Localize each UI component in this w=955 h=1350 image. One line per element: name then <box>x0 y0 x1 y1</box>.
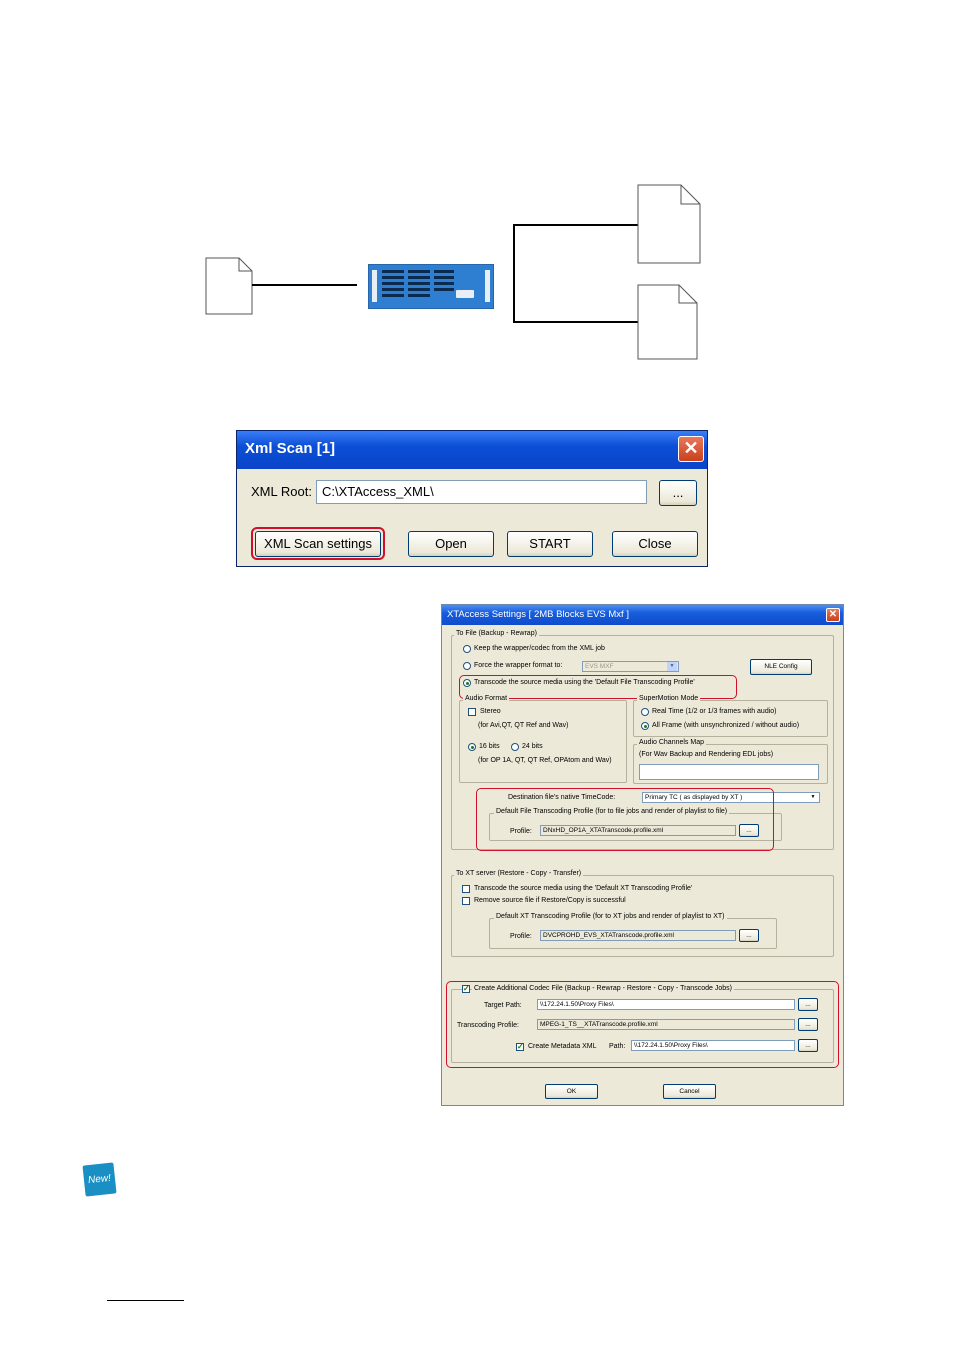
cancel-button[interactable]: Cancel <box>663 1084 716 1099</box>
transcoding-profile-browse-button[interactable]: ... <box>798 1018 818 1031</box>
connector-line <box>252 284 357 286</box>
additional-codec-label: Create Additional Codec File (Backup - Rewrap - Restore - Copy - Transcode Jobs) <box>474 985 732 992</box>
metadata-path-input[interactable]: \\172.24.1.50\Proxy Files\ <box>631 1040 795 1051</box>
bits24-label: 24 bits <box>522 743 543 750</box>
nle-config-button[interactable]: NLE Config <box>750 659 812 675</box>
metadata-xml-label: Create Metadata XML <box>528 1043 597 1050</box>
close-button[interactable]: Close <box>612 531 698 557</box>
chevron-down-icon: ▼ <box>808 793 818 802</box>
transcode-file-label: Transcode the source media using the 'Default File Transcoding Profile' <box>474 679 695 686</box>
bits16-radio[interactable] <box>468 743 476 751</box>
metadata-path-label: Path: <box>609 1043 626 1050</box>
bits16-label: 16 bits <box>479 743 500 750</box>
profile-label: Profile: <box>510 828 532 835</box>
transcoding-profile-label: Transcoding Profile: <box>457 1022 519 1029</box>
xtaccess-settings-window <box>441 604 844 1106</box>
wrapper-format-value: EVS MXF <box>585 663 614 670</box>
default-file-profile-label: Default File Transcoding Profile (for to file jobs and render of playlist to file) <box>496 808 728 815</box>
audio-map-input[interactable] <box>639 764 819 780</box>
proxy-file-icon <box>637 284 698 360</box>
highlight-box <box>251 527 385 560</box>
supermotion-group <box>633 700 828 737</box>
transcode-xt-checkbox[interactable] <box>462 885 470 893</box>
bracket-top <box>513 224 638 226</box>
file-profile-browse-button[interactable]: ... <box>739 824 759 837</box>
all-frame-radio[interactable] <box>641 722 649 730</box>
xml-root-input[interactable]: C:\XTAccess_XML\ <box>316 480 647 504</box>
close-icon[interactable]: ✕ <box>678 436 704 462</box>
wrapper-format-select[interactable] <box>582 661 679 672</box>
force-wrapper-label: Force the wrapper format to: <box>474 662 563 669</box>
xml-scan-window <box>236 430 708 567</box>
to-file-group-label: To File (Backup - Rewrap) <box>456 630 537 637</box>
xml-root-label: XML Root: <box>251 484 312 499</box>
transcode-xt-label: Transcode the source media using the 'Default XT Transcoding Profile' <box>474 885 693 892</box>
audio-format-label: Audio Format <box>465 695 508 702</box>
new-badge-icon: New! <box>82 1162 116 1196</box>
window-title: XTAccess Settings [ 2MB Blocks EVS Mxf ] <box>447 609 629 620</box>
stereo-label: Stereo <box>480 708 501 715</box>
timecode-value: Primary TC ( as displayed by XT ) <box>645 794 743 801</box>
stereo-note: (for Avi,QT, QT Ref and Wav) <box>478 722 569 729</box>
remove-source-checkbox[interactable] <box>462 897 470 905</box>
additional-codec-checkbox[interactable]: ✓ <box>463 984 470 993</box>
source-file-icon <box>205 257 253 315</box>
open-button[interactable]: Open <box>408 531 494 557</box>
real-time-radio[interactable] <box>641 708 649 716</box>
output-file-icon <box>637 184 701 264</box>
file-profile-input[interactable]: DNxHD_OP1A_XTATranscode.profile.xml <box>540 825 736 836</box>
metadata-xml-checkbox[interactable]: ✓ <box>517 1042 524 1051</box>
bracket-vertical <box>513 224 515 323</box>
bits24-radio[interactable] <box>511 743 519 751</box>
ok-button[interactable]: OK <box>545 1084 598 1099</box>
bits-note: (for OP 1A, QT, QT Ref, OPAtom and Wav) <box>478 757 612 764</box>
chevron-down-icon: ▼ <box>667 662 677 671</box>
xt-profile-label: Profile: <box>510 933 532 940</box>
metadata-path-browse-button[interactable]: ... <box>798 1039 818 1052</box>
xt-server-device <box>368 264 494 314</box>
transcoding-profile-input[interactable]: MPEG-1_TS__XTATranscode.profile.xml <box>537 1019 795 1030</box>
stereo-checkbox[interactable] <box>468 708 476 716</box>
supermotion-label: SuperMotion Mode <box>639 695 699 702</box>
xml-scan-settings-button[interactable]: XML Scan settings <box>255 531 381 557</box>
remove-source-label: Remove source file if Restore/Copy is successful <box>474 897 626 904</box>
to-xt-group-label: To XT server (Restore - Copy - Transfer) <box>456 870 582 877</box>
footer-rule <box>107 1300 184 1301</box>
target-path-label: Target Path: <box>484 1002 522 1009</box>
target-path-browse-button[interactable]: ... <box>798 998 818 1011</box>
all-frame-label: All Frame (with unsynchronized / without audio) <box>652 722 800 729</box>
highlight-box <box>446 981 839 1068</box>
audio-map-label: Audio Channels Map <box>639 739 704 746</box>
keep-wrapper-radio[interactable] <box>463 645 471 653</box>
timecode-label: Destination file's native TimeCode: <box>508 794 616 801</box>
default-xt-profile-label: Default XT Transcoding Profile (for to XT jobs and render of playlist to XT) <box>496 913 725 920</box>
force-wrapper-radio[interactable] <box>463 662 471 670</box>
keep-wrapper-label: Keep the wrapper/codec from the XML job <box>474 645 605 652</box>
real-time-label: Real Time (1/2 or 1/3 frames with audio) <box>652 708 777 715</box>
bracket-bottom <box>513 321 638 323</box>
start-button[interactable]: START <box>507 531 593 557</box>
browse-button[interactable]: ... <box>659 480 697 506</box>
target-path-input[interactable]: \\172.24.1.50\Proxy Files\ <box>537 999 795 1010</box>
highlight-box <box>476 788 774 851</box>
audio-map-note: (For Wav Backup and Rendering EDL jobs) <box>639 751 774 758</box>
close-icon[interactable]: ✕ <box>826 608 840 622</box>
xt-profile-browse-button[interactable]: ... <box>739 929 759 942</box>
window-title: Xml Scan [1] <box>245 440 336 457</box>
xt-profile-input[interactable]: DVCPROHD_EVS_XTATranscode.profile.xml <box>540 930 736 941</box>
